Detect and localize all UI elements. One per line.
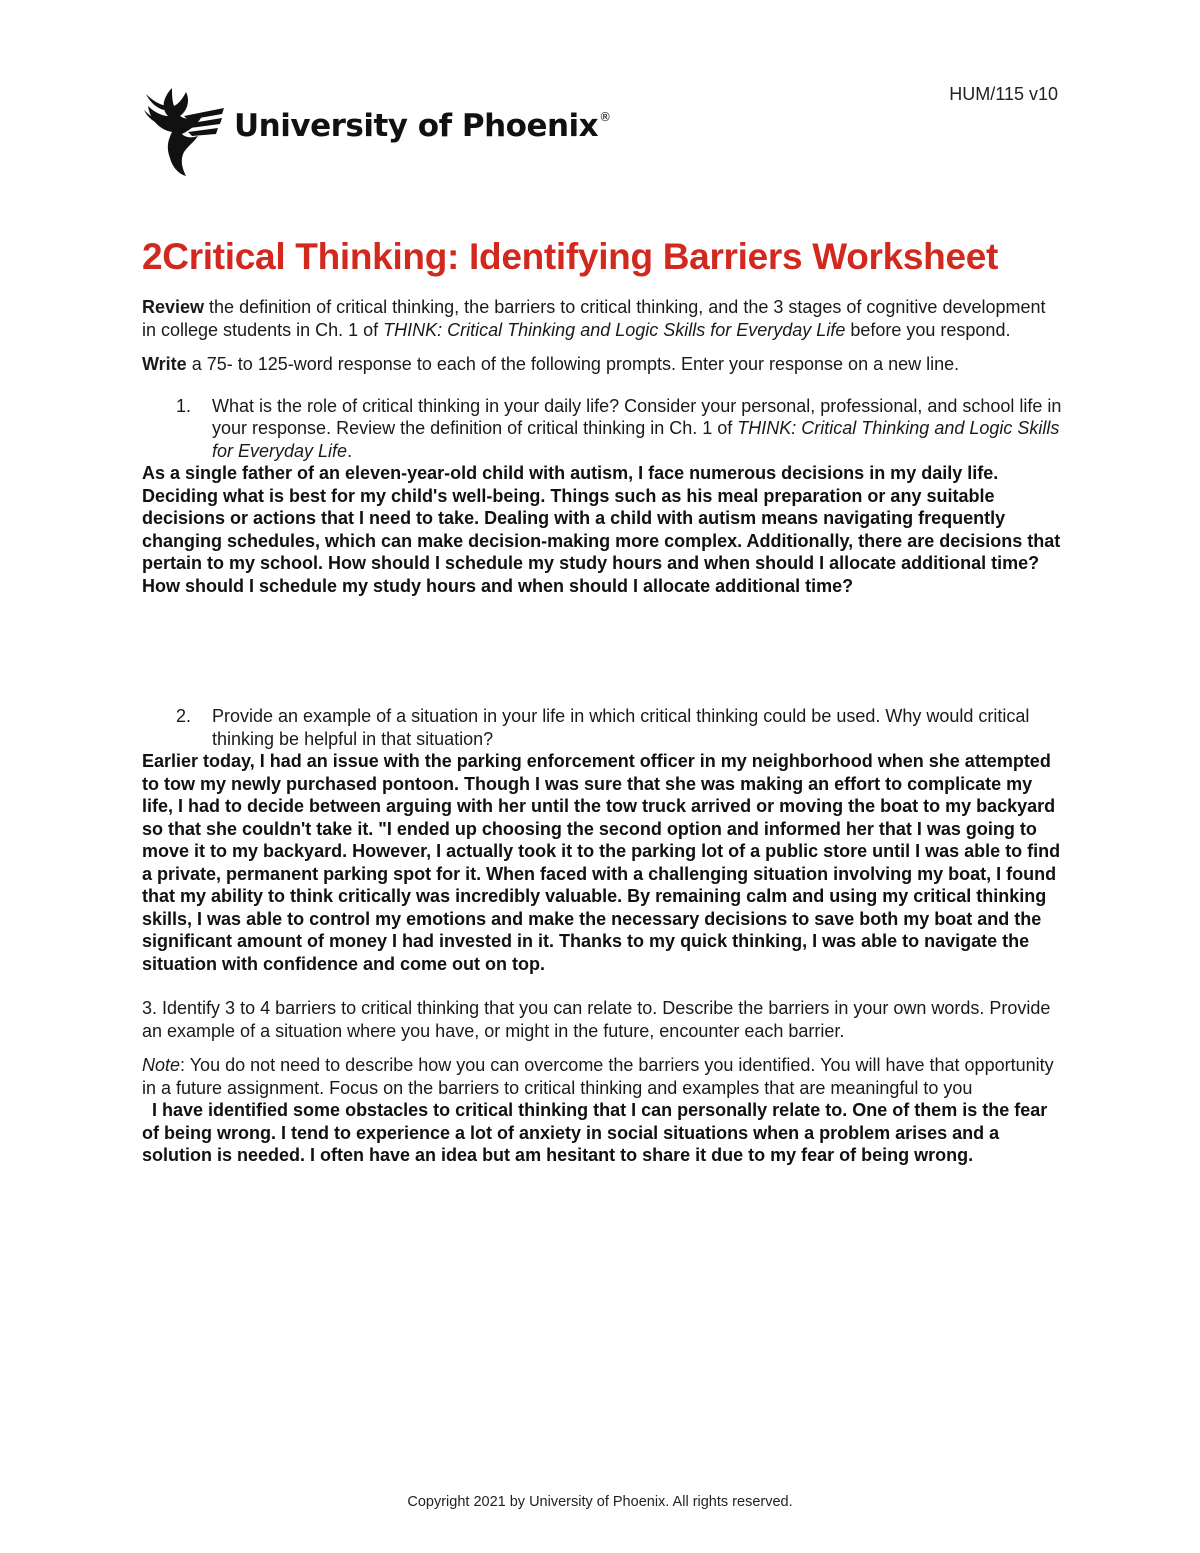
- spacer: [142, 597, 1062, 705]
- copyright-footer: Copyright 2021 by University of Phoenix. All rights reserved.: [407, 1494, 793, 1510]
- review-text-end: before you respond.: [845, 319, 1011, 340]
- answer-1: As a single father of an eleven-year-old child with autism, I face numerous decisions in my daily life. Deciding what is best for my child's well-being. Things such as his meal preparation or any suitable decisions or actions that I need to take. Dealing with a child with autism means navigating frequently changing schedules, which can make decision-making more complex. Additionally, there are decisions that pertain to my school. How should I schedule my study hours and when should I allocate additional time? How should I schedule my study hours and when should I allocate additional time?: [142, 463, 1061, 596]
- registered-mark: ®: [599, 109, 611, 124]
- answer-2: Earlier today, I had an issue with the parking enforcement officer in my neighborhood when she attempted to tow my newly purchased pontoon. Though I was sure that she was making an effort to complicate my life, I had to decide between arguing with her until the tow truck arrived or moving the boat to my backyard so that she couldn't take it. "I ended up choosing the second option and informed her that I was going to move it to my backyard. However, I actually took it to the parking lot of a public store until I was able to find a private, permanent parking spot for it. When faced with a challenging situation involving my boat, I found that my ability to think critically was incredibly valuable. By remaining calm and using my critical thinking skills, I was able to control my emotions and make the necessary decisions to save both my boat and the significant amount of money I had invested in it. Thanks to my quick thinking, I was able to navigate the situation with confidence and come out on top.: [142, 751, 1061, 974]
- write-instruction: [142, 353, 1062, 376]
- write-text: a 75- to 125-word response to each of the following prompts. Enter your response on a new line.: [186, 354, 960, 374]
- question-number: 1.: [176, 395, 192, 416]
- book-title: THINK: Critical Thinking and Logic Skills for Everyday Life: [383, 319, 846, 340]
- phoenix-bird-icon: [142, 86, 226, 178]
- question-3-note: [142, 1054, 1062, 1099]
- note-text: : You do not need to describe how you can overcome the barriers you identified. You will have that opportunity in a future assignment. Focus on the barriers to critical thinking and examples that are meaningful to you: [142, 1055, 1054, 1098]
- university-logo: [142, 86, 611, 178]
- course-code: HUM/115 v10: [949, 84, 1058, 104]
- page-title: 2Critical Thinking: Identifying Barriers Worksheet: [142, 236, 999, 277]
- review-instruction: [142, 296, 1062, 341]
- question-2: [142, 705, 1062, 750]
- answer-3: I have identified some obstacles to critical thinking that I can personally relate to. One of them is the fear of being wrong. I tend to experience a lot of anxiety in social situations when a problem arises and a solution is needed. I often have an idea but am hesitant to share it due to my fear of being wrong.: [142, 1100, 1053, 1165]
- question-number: 2.: [176, 706, 192, 726]
- logo-wordmark: University of Phoenix®: [234, 108, 611, 144]
- book-title: THINK: Critical Thinking and Logic Skills for Everyday Life: [212, 418, 1060, 461]
- question-1: [142, 395, 1062, 463]
- question-number: 3.: [142, 998, 158, 1018]
- question-text: Provide an example of a situation in your life in which critical thinking could be used. Why would critical thinking be helpful in that situation?: [212, 706, 1030, 749]
- write-label: Write: [142, 354, 187, 374]
- question-text: Identify 3 to 4 barriers to critical thinking that you can relate to. Describe the barriers in your own words. Provide an example of a situation where you have, or might in the future, encounter each barrier.: [142, 998, 1051, 1041]
- question-3: [142, 997, 1062, 1042]
- review-text: the definition of critical thinking, the barriers to critical thinking, and the 3 stages of cognitive development in college students in Ch. 1 of: [142, 297, 1046, 340]
- question-text: What is the role of critical thinking in your daily life? Consider your personal, professional, and school life in your response. Review the definition of critical thinking in Ch. 1 of THINK: Critical Thinking and Logic Skills for Everyday Life.: [212, 395, 1062, 461]
- worksheet-body: [142, 296, 1062, 1167]
- review-label: Review: [142, 297, 205, 317]
- note-label: Note: [142, 1055, 181, 1075]
